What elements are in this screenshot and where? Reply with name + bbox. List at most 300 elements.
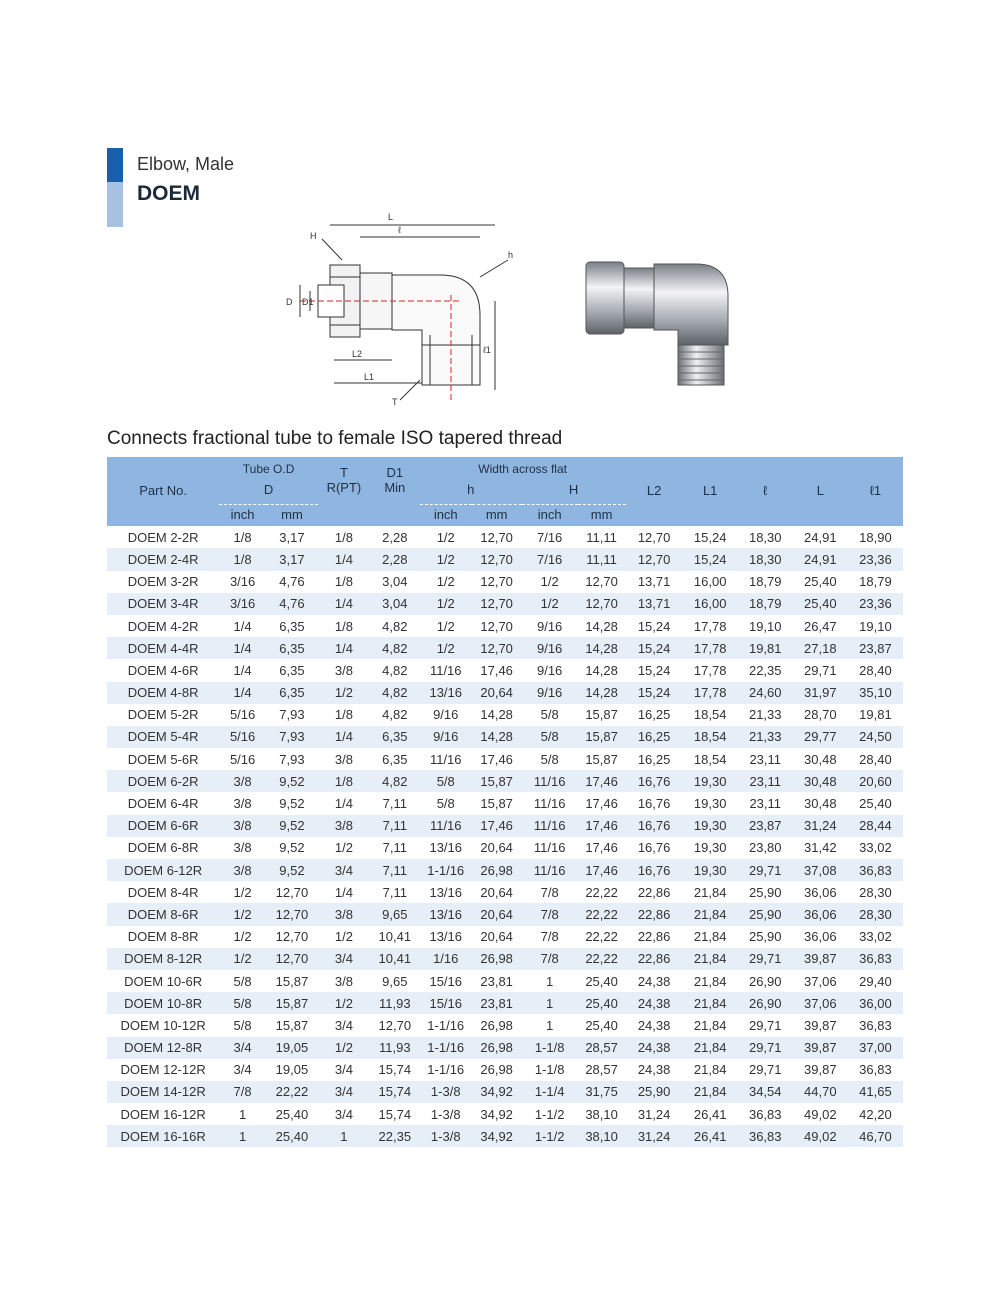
part-number-cell: DOEM 4-2R <box>127 618 199 634</box>
table-cell: 25,40 <box>585 973 618 989</box>
table-cell: 17,46 <box>578 770 626 792</box>
table-cell: 17,78 <box>693 662 727 678</box>
table-cell: 36,83 <box>859 1062 892 1078</box>
table-cell: 22,35 <box>748 662 782 678</box>
table-row <box>107 1014 903 1036</box>
part-number-cell: DOEM 16-12R <box>120 1106 206 1122</box>
table-cell: 11/16 <box>533 840 566 856</box>
table-cell: 36,06 <box>804 884 837 900</box>
table-cell: 2,28 <box>370 548 420 570</box>
table-cell: 2,28 <box>382 529 408 545</box>
col-part-no: Part No. <box>107 457 219 526</box>
table-cell: 1 <box>522 992 578 1014</box>
product-photo <box>578 250 748 395</box>
table-row <box>107 615 903 637</box>
table-cell: 20,64 <box>480 884 513 900</box>
table-cell: 33,02 <box>859 929 892 945</box>
table-cell: 28,44 <box>848 815 903 837</box>
table-cell: 36,83 <box>748 1106 782 1122</box>
table-cell: 9,65 <box>382 973 408 989</box>
accent-bar-light <box>107 182 123 227</box>
table-cell: 42,20 <box>859 1106 892 1122</box>
part-number-cell: DOEM 12-12R <box>120 1062 206 1078</box>
table-cell: 11/16 <box>533 796 566 812</box>
table-cell: 17,46 <box>472 815 522 837</box>
table-cell: 15,24 <box>693 529 727 545</box>
table-cell: 1 <box>318 1125 370 1147</box>
table-row <box>107 1103 903 1125</box>
table-cell: 19,81 <box>738 637 793 659</box>
table-cell: 13/16 <box>429 929 463 945</box>
table-cell: 15,87 <box>275 1017 309 1033</box>
table-cell: 3/4 <box>318 948 370 970</box>
table-cell: 21,84 <box>693 1062 727 1078</box>
table-cell: 6,35 <box>266 682 318 704</box>
table-cell: 1/2 <box>420 637 472 659</box>
product-model: DOEM <box>137 182 200 205</box>
table-cell: 21,84 <box>693 929 727 945</box>
table-cell: 26,41 <box>693 1106 727 1122</box>
table-cell: 16,25 <box>626 726 683 748</box>
table-cell: 36,06 <box>793 903 848 925</box>
table-cell: 4,82 <box>370 637 420 659</box>
part-number-cell: DOEM 6-2R <box>107 770 219 792</box>
table-cell: 11/16 <box>522 815 578 837</box>
table-cell: 33,02 <box>859 840 892 856</box>
part-number-cell: DOEM 8-12R <box>107 948 219 970</box>
table-cell: 13,71 <box>637 574 671 590</box>
table-cell: 4,82 <box>382 707 408 723</box>
table-cell: 14,28 <box>585 618 618 634</box>
table-cell: 23,11 <box>749 751 782 767</box>
table-cell: 3/8 <box>334 662 353 678</box>
table-cell: 12,70 <box>275 884 309 900</box>
table-cell: 13/16 <box>420 903 472 925</box>
table-cell: 4,82 <box>370 770 420 792</box>
table-row <box>107 1059 903 1081</box>
table-cell: 12,70 <box>266 903 318 925</box>
table-cell: 28,40 <box>859 751 892 767</box>
col-L: L <box>793 457 848 526</box>
table-cell: 15,74 <box>378 1106 412 1122</box>
table-cell: 7/16 <box>522 548 578 570</box>
table-cell: 29,40 <box>859 973 892 989</box>
table-cell: 5/8 <box>540 707 559 723</box>
table-row <box>107 992 903 1014</box>
table-cell: 39,87 <box>804 1017 837 1033</box>
table-cell: 15,87 <box>266 992 318 1014</box>
table-cell: 1/16 <box>420 948 472 970</box>
table-row <box>107 815 903 837</box>
table-cell: 17,78 <box>693 618 727 634</box>
table-cell: 3,04 <box>370 593 420 615</box>
table-cell: 22,22 <box>585 884 618 900</box>
col-d1-label: D1 <box>386 465 404 481</box>
table-cell: 20,64 <box>472 903 522 925</box>
table-cell: 21,84 <box>683 903 738 925</box>
part-number-cell: DOEM 10-8R <box>107 992 219 1014</box>
table-cell: 25,40 <box>585 1017 618 1033</box>
table-cell: 3,17 <box>266 548 318 570</box>
part-number-cell: DOEM 3-2R <box>127 574 199 590</box>
table-cell: 3/8 <box>318 903 370 925</box>
table-cell: 6,35 <box>266 637 318 659</box>
table-cell: 12,70 <box>585 574 618 590</box>
table-cell: 14,28 <box>472 726 522 748</box>
table-cell: 24,60 <box>738 682 793 704</box>
table-cell: 36,83 <box>848 948 903 970</box>
table-cell: 11,11 <box>578 548 626 570</box>
dim-label-l1: ℓ1 <box>483 345 491 355</box>
table-cell: 7,93 <box>266 726 318 748</box>
table-row <box>107 859 903 881</box>
table-cell: 5/8 <box>522 726 578 748</box>
table-cell: 15/16 <box>429 973 463 989</box>
table-cell: 19,05 <box>275 1062 309 1078</box>
table-row <box>107 593 903 615</box>
table-cell: 28,57 <box>578 1037 626 1059</box>
table-cell: 1-1/16 <box>420 1037 472 1059</box>
table-row <box>107 926 903 948</box>
table-cell: 5/16 <box>229 751 256 767</box>
table-cell: 1/2 <box>334 929 353 945</box>
table-cell: 28,40 <box>859 662 892 678</box>
table-cell: 7/8 <box>540 884 559 900</box>
col-t-label: T <box>339 465 348 481</box>
table-cell: 19,30 <box>683 770 738 792</box>
part-number-cell: DOEM 2-2R <box>127 529 199 545</box>
table-cell: 31,24 <box>637 1106 671 1122</box>
table-cell: 1/2 <box>436 574 455 590</box>
table-row <box>107 948 903 970</box>
table-cell: 3/4 <box>219 1037 266 1059</box>
table-row <box>107 792 903 814</box>
table-cell: 15/16 <box>420 992 472 1014</box>
table-row <box>107 770 903 792</box>
part-number-cell: DOEM 6-12R <box>107 859 219 881</box>
col-tube-od: Tube O.D <box>219 457 318 476</box>
table-cell: 14,28 <box>585 662 618 678</box>
table-cell: 31,24 <box>793 815 848 837</box>
table-cell: 15,24 <box>626 682 683 704</box>
table-cell: 1/8 <box>318 770 370 792</box>
table-cell: 30,48 <box>804 751 837 767</box>
table-row <box>107 1081 903 1103</box>
product-subtitle: Elbow, Male <box>137 154 235 174</box>
table-cell: 16,25 <box>637 751 671 767</box>
table-cell: 17,78 <box>683 637 738 659</box>
table-cell: 14,28 <box>578 637 626 659</box>
table-cell: 23,81 <box>472 992 522 1014</box>
table-cell: 24,38 <box>637 973 671 989</box>
table-cell: 5/16 <box>229 707 256 723</box>
table-cell: 31,97 <box>793 682 848 704</box>
dim-label-L1: L1 <box>364 372 375 382</box>
table-cell: 1/2 <box>334 840 353 856</box>
unit-h-mm: mm <box>472 504 522 526</box>
table-cell: 15,24 <box>683 548 738 570</box>
table-cell: 15,24 <box>637 662 671 678</box>
table-cell: 1/2 <box>219 903 266 925</box>
table-cell: 29,71 <box>738 859 793 881</box>
table-cell: 23,36 <box>848 593 903 615</box>
table-cell: 34,92 <box>472 1081 522 1103</box>
unit-H-mm: mm <box>578 504 626 526</box>
table-cell: 17,46 <box>480 662 513 678</box>
table-cell: 16,76 <box>626 770 683 792</box>
table-cell: 11,93 <box>370 1037 420 1059</box>
table-cell: 17,46 <box>578 815 626 837</box>
table-cell: 11/16 <box>429 662 462 678</box>
table-cell: 28,57 <box>585 1062 618 1078</box>
table-cell: 7,11 <box>382 884 407 900</box>
table-cell: 9,52 <box>279 796 305 812</box>
unit-t-blank <box>318 504 370 526</box>
table-cell: 3/4 <box>334 1017 353 1033</box>
table-cell: 12,70 <box>275 929 309 945</box>
table-cell: 1-3/8 <box>420 1081 472 1103</box>
table-cell: 11,93 <box>370 992 420 1014</box>
table-cell: 3,17 <box>279 529 305 545</box>
table-cell: 22,86 <box>637 929 671 945</box>
table-cell: 4,82 <box>370 682 420 704</box>
table-cell: 24,91 <box>793 548 848 570</box>
table-cell: 21,84 <box>683 948 738 970</box>
table-cell: 1/4 <box>318 637 370 659</box>
table-cell: 17,46 <box>585 796 618 812</box>
table-cell: 12,70 <box>378 1017 412 1033</box>
part-number-cell: DOEM 16-16R <box>107 1125 219 1147</box>
table-cell: 22,86 <box>626 903 683 925</box>
table-cell: 18,79 <box>748 574 782 590</box>
table-cell: 3/4 <box>318 1081 370 1103</box>
table-cell: 17,46 <box>578 859 626 881</box>
spec-table <box>107 457 903 1147</box>
table-cell: 23,80 <box>748 840 782 856</box>
table-cell: 15,87 <box>275 973 309 989</box>
table-cell: 3/16 <box>219 593 266 615</box>
table-cell: 10,41 <box>370 948 420 970</box>
table-cell: 29,71 <box>748 1062 782 1078</box>
part-number-cell: DOEM 6-6R <box>107 815 219 837</box>
table-cell: 23,81 <box>480 973 513 989</box>
dim-label-l: ℓ <box>398 225 401 235</box>
table-cell: 26,90 <box>748 973 782 989</box>
table-cell: 19,30 <box>683 859 738 881</box>
table-cell: 12,70 <box>266 948 318 970</box>
table-row <box>107 970 903 992</box>
table-cell: 1/8 <box>334 529 353 545</box>
table-cell: 34,92 <box>480 1106 513 1122</box>
table-cell: 36,83 <box>848 859 903 881</box>
table-cell: 7/8 <box>522 903 578 925</box>
table-cell: 16,76 <box>626 859 683 881</box>
table-cell: 13/16 <box>429 884 463 900</box>
table-cell: 24,38 <box>626 992 683 1014</box>
part-number-cell: DOEM 6-8R <box>127 840 199 856</box>
table-cell: 34,54 <box>738 1081 793 1103</box>
table-cell: 12,70 <box>480 529 513 545</box>
table-cell: 24,91 <box>804 529 837 545</box>
table-cell: 12,70 <box>480 574 513 590</box>
table-cell: 24,38 <box>626 1037 683 1059</box>
table-cell: 34,92 <box>472 1125 522 1147</box>
table-cell: 4,82 <box>382 662 408 678</box>
table-cell: 1-1/16 <box>427 1062 465 1078</box>
table-row <box>107 903 903 925</box>
table-row <box>107 1037 903 1059</box>
table-cell: 5/16 <box>219 726 266 748</box>
table-cell: 15,87 <box>472 770 522 792</box>
part-number-cell: DOEM 10-12R <box>120 1017 206 1033</box>
table-cell: 10,41 <box>378 929 412 945</box>
table-cell: 3/4 <box>334 1106 353 1122</box>
table-cell: 49,02 <box>804 1106 837 1122</box>
table-cell: 3/8 <box>334 973 353 989</box>
unit-d1-blank <box>370 504 420 526</box>
table-row <box>107 659 903 681</box>
table-cell: 29,71 <box>738 948 793 970</box>
table-cell: 1-3/8 <box>430 1106 461 1122</box>
table-cell: 1/4 <box>219 682 266 704</box>
dimension-drawing <box>280 205 520 410</box>
table-caption: Connects fractional tube to female ISO tapered thread <box>107 428 563 449</box>
table-cell: 9,65 <box>370 903 420 925</box>
table-cell: 5/8 <box>436 796 455 812</box>
table-cell: 21,84 <box>683 1037 738 1059</box>
col-width-across-flat: Width across flat <box>420 457 626 476</box>
table-cell: 23,11 <box>749 796 782 812</box>
table-cell: 15,87 <box>578 726 626 748</box>
table-cell: 25,90 <box>626 1081 683 1103</box>
table-cell: 1/2 <box>420 548 472 570</box>
table-cell: 12,70 <box>626 548 683 570</box>
table-row <box>107 881 903 903</box>
table-cell: 21,84 <box>683 1081 738 1103</box>
table-cell: 1-1/2 <box>522 1125 578 1147</box>
table-cell: 7/8 <box>219 1081 266 1103</box>
table-cell: 9/16 <box>522 637 578 659</box>
table-cell: 24,38 <box>637 1017 671 1033</box>
table-cell: 1-1/16 <box>427 1017 465 1033</box>
part-number-cell: DOEM 8-6R <box>107 903 219 925</box>
table-cell: 25,40 <box>578 992 626 1014</box>
table-cell: 1/4 <box>219 637 266 659</box>
col-d: D <box>219 476 318 504</box>
table-cell: 19,05 <box>266 1037 318 1059</box>
table-cell: 44,70 <box>793 1081 848 1103</box>
table-cell: 31,75 <box>578 1081 626 1103</box>
table-cell: 37,06 <box>793 992 848 1014</box>
table-cell: 37,08 <box>793 859 848 881</box>
table-cell: 1-1/8 <box>534 1062 565 1078</box>
table-cell: 25,90 <box>738 903 793 925</box>
table-cell: 4,82 <box>382 618 408 634</box>
table-cell: 22,35 <box>370 1125 420 1147</box>
table-cell: 49,02 <box>793 1125 848 1147</box>
table-cell: 11/16 <box>522 859 578 881</box>
table-cell: 19,10 <box>859 618 892 634</box>
table-cell: 9/16 <box>433 707 459 723</box>
table-row <box>107 526 903 548</box>
part-number-cell: DOEM 2-4R <box>107 548 219 570</box>
table-cell: 1/8 <box>233 529 252 545</box>
table-cell: 1/2 <box>318 992 370 1014</box>
table-cell: 26,47 <box>804 618 837 634</box>
table-cell: 1/8 <box>334 574 353 590</box>
unit-h-inch: inch <box>420 504 472 526</box>
table-cell: 30,48 <box>804 796 837 812</box>
table-cell: 1/4 <box>334 884 353 900</box>
table-cell: 9/16 <box>522 682 578 704</box>
table-cell: 9,52 <box>266 859 318 881</box>
table-cell: 15,87 <box>585 751 618 767</box>
table-row <box>107 571 903 593</box>
table-cell: 5/8 <box>420 770 472 792</box>
col-l1-ell: ℓ1 <box>848 457 903 526</box>
table-cell: 1/4 <box>318 593 370 615</box>
table-cell: 15,87 <box>480 796 513 812</box>
table-cell: 16,25 <box>637 707 671 723</box>
table-cell: 3/4 <box>233 1062 252 1078</box>
dim-label-D: D <box>286 297 293 307</box>
table-cell: 29,71 <box>738 1037 793 1059</box>
table-cell: 22,22 <box>578 948 626 970</box>
table-cell: 31,42 <box>804 840 837 856</box>
table-cell: 25,40 <box>266 1125 318 1147</box>
table-cell: 7/8 <box>540 929 559 945</box>
unit-d-inch: inch <box>219 504 266 526</box>
part-number-cell: DOEM 5-4R <box>107 726 219 748</box>
table-cell: 1/2 <box>540 574 559 590</box>
table-cell: 18,90 <box>859 529 892 545</box>
table-cell: 1-3/8 <box>420 1125 472 1147</box>
table-cell: 28,30 <box>859 884 892 900</box>
table-cell: 1/8 <box>219 548 266 570</box>
table-cell: 9,52 <box>266 815 318 837</box>
table-cell: 3/8 <box>219 815 266 837</box>
table-row <box>107 837 903 859</box>
accent-bar-dark <box>107 148 123 182</box>
table-cell: 35,10 <box>848 682 903 704</box>
table-cell: 5/8 <box>540 751 559 767</box>
table-cell: 7,93 <box>279 751 305 767</box>
table-cell: 3/8 <box>219 859 266 881</box>
part-number-cell: DOEM 5-2R <box>127 707 199 723</box>
part-number-cell: DOEM 10-6R <box>124 973 203 989</box>
table-cell: 22,22 <box>585 929 618 945</box>
table-cell: 12,70 <box>472 548 522 570</box>
table-cell: 17,46 <box>585 840 618 856</box>
table-cell: 22,86 <box>626 948 683 970</box>
table-cell: 6,35 <box>382 751 408 767</box>
unit-H-inch: inch <box>522 504 578 526</box>
table-cell: 20,64 <box>480 840 513 856</box>
dim-label-L2: L2 <box>352 349 363 359</box>
table-cell: 1/4 <box>233 618 252 634</box>
table-cell: 22,22 <box>578 903 626 925</box>
col-l1: L1 <box>683 457 738 526</box>
table-cell: 1 <box>219 1125 266 1147</box>
table-cell: 41,65 <box>848 1081 903 1103</box>
table-cell: 9,52 <box>266 770 318 792</box>
table-cell: 18,30 <box>748 529 782 545</box>
table-cell: 21,84 <box>693 1017 727 1033</box>
table-row <box>107 1125 903 1147</box>
table-cell: 26,90 <box>738 992 793 1014</box>
col-rpt-label: R(PT) <box>326 479 362 495</box>
col-h-small: h <box>420 476 522 504</box>
